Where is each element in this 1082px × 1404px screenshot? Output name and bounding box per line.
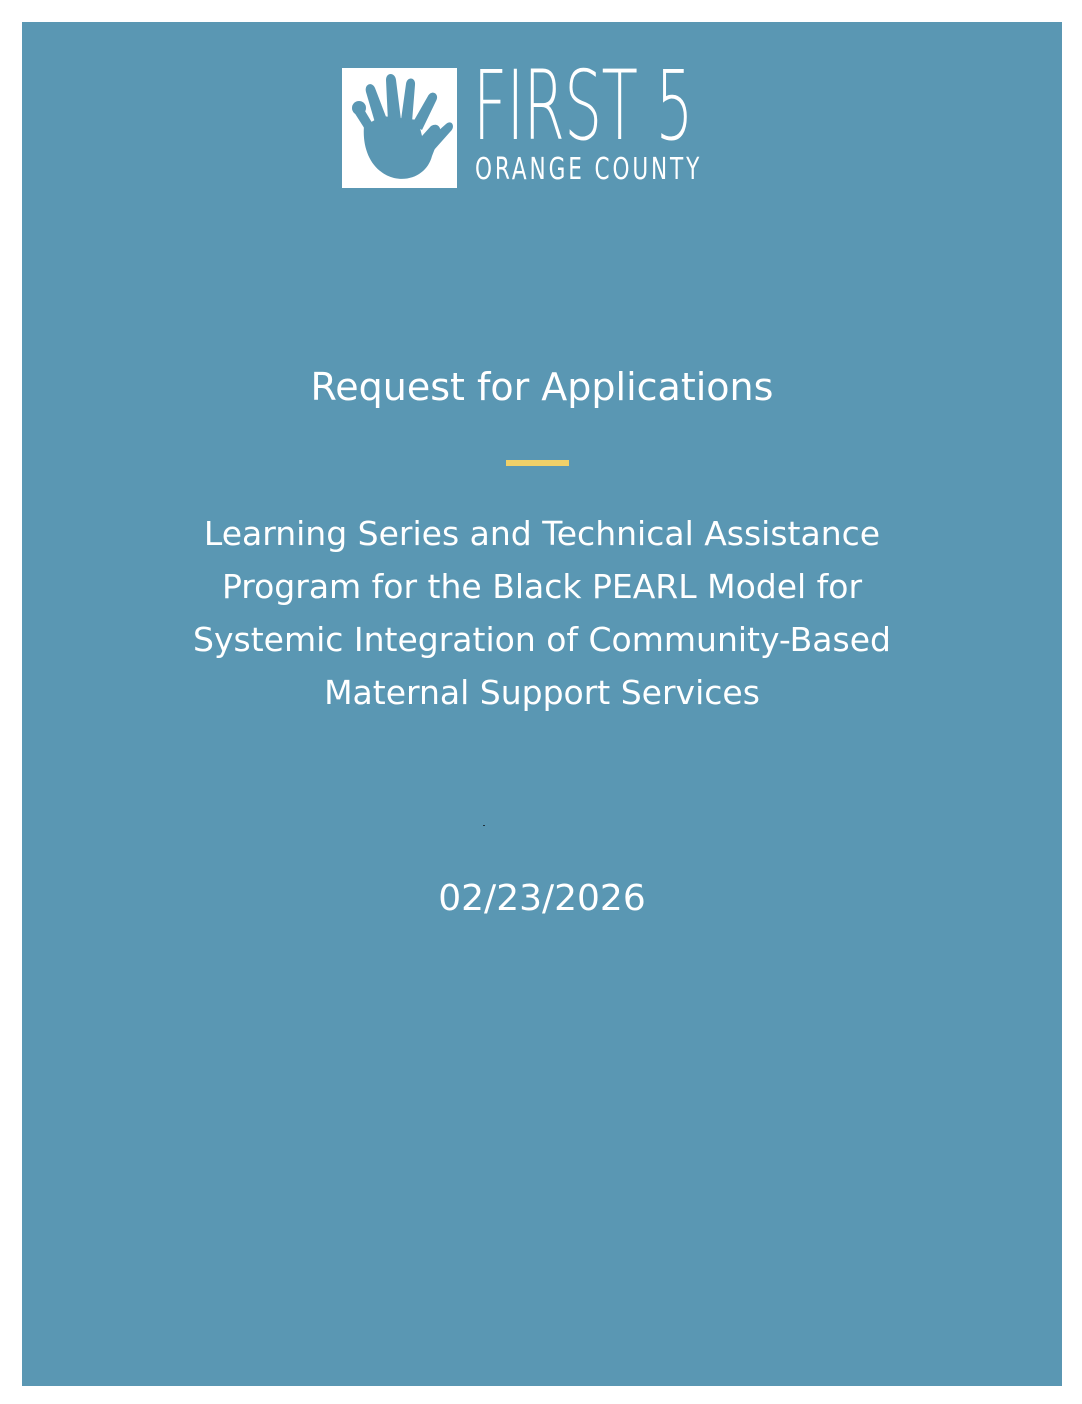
stray-mark [483,825,485,826]
subtitle-line: Learning Series and Technical Assistance [203,514,881,553]
subtitle-line: Program for the Black PEARL Model for [221,567,863,606]
document-date: 02/23/2026 [438,878,646,919]
document-title: Request for Applications [310,365,774,409]
subtitle-line: Systemic Integration of Community-Based [193,620,891,659]
subtitle-line: Maternal Support Services [324,673,760,712]
first5-logo [342,50,742,190]
accent-divider [506,460,569,466]
cover-panel [22,22,1062,1386]
document-subtitle [152,507,932,719]
hand-icon [342,68,457,188]
logo-wordmark: FIRST 5 [473,50,693,162]
logo-subtitle: ORANGE COUNTY [475,152,703,187]
